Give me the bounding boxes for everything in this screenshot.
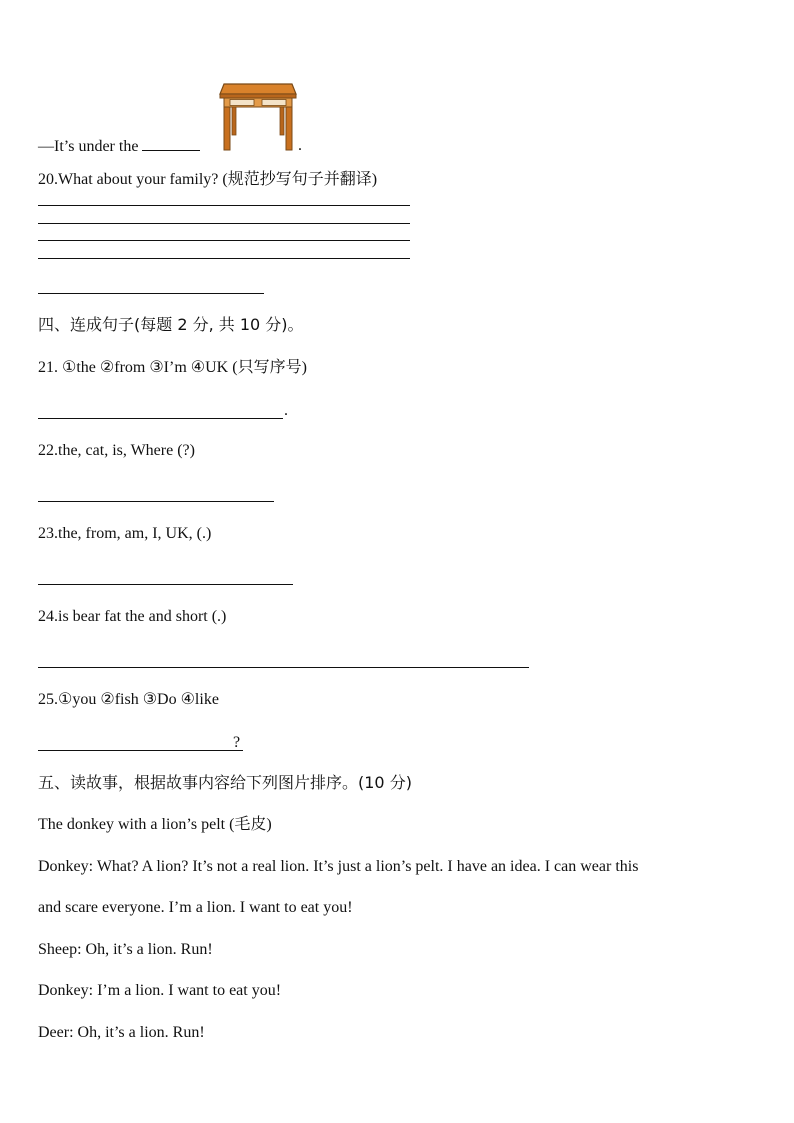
q21-prompt: 21. ①the ②from ③I’m ④UK (只写序号) bbox=[38, 359, 307, 376]
q19-suffix: . bbox=[298, 137, 302, 154]
section4-heading: 四、连成句子(每题 2 分, 共 10 分)。 bbox=[38, 315, 304, 334]
q24-answer-line[interactable] bbox=[38, 667, 529, 668]
story-line: Donkey: What? A lion? It’s not a real lion. It’s just a lion’s pelt. I have an idea. I can wear this bbox=[38, 858, 639, 875]
q23-answer-line[interactable] bbox=[38, 584, 293, 585]
q21-end: . bbox=[284, 402, 288, 419]
q20-write-line-1[interactable] bbox=[38, 205, 410, 206]
q20-prompt: 20.What about your family? (规范抄写句子并翻译) bbox=[38, 171, 378, 188]
q25-answer-line[interactable] bbox=[38, 750, 243, 751]
q22-answer-line[interactable] bbox=[38, 501, 274, 502]
story-line: Sheep: Oh, it’s a lion. Run! bbox=[38, 941, 213, 958]
q20-write-line-2[interactable] bbox=[38, 223, 410, 224]
desk-icon bbox=[218, 80, 298, 152]
q20-write-line-4[interactable] bbox=[38, 258, 410, 259]
q19-line bbox=[38, 136, 200, 157]
q20-translation-line[interactable] bbox=[38, 293, 264, 294]
q23-prompt: 23.the, from, am, I, UK, (.) bbox=[38, 525, 212, 542]
q25-prompt: 25.①you ②fish ③Do ④like bbox=[38, 691, 219, 708]
q24-prompt: 24.is bear fat the and short (.) bbox=[38, 608, 227, 625]
section5-heading: 五、读故事，根据故事内容给下列图片排序。(10 分) bbox=[38, 773, 412, 792]
q20-write-line-3[interactable] bbox=[38, 240, 410, 241]
q22-prompt: 22.the, cat, is, Where (?) bbox=[38, 442, 195, 459]
story-line: Deer: Oh, it’s a lion. Run! bbox=[38, 1024, 205, 1041]
story-line: and scare everyone. I’m a lion. I want to eat you! bbox=[38, 899, 353, 916]
q19-prefix: —It’s under the bbox=[38, 138, 139, 155]
story-line: Donkey: I’m a lion. I want to eat you! bbox=[38, 982, 282, 999]
story-title: The donkey with a lion’s pelt (毛皮) bbox=[38, 816, 272, 833]
q21-answer-line[interactable] bbox=[38, 418, 283, 419]
q25-end: ? bbox=[233, 734, 241, 751]
q19-answer-blank[interactable] bbox=[142, 136, 200, 151]
